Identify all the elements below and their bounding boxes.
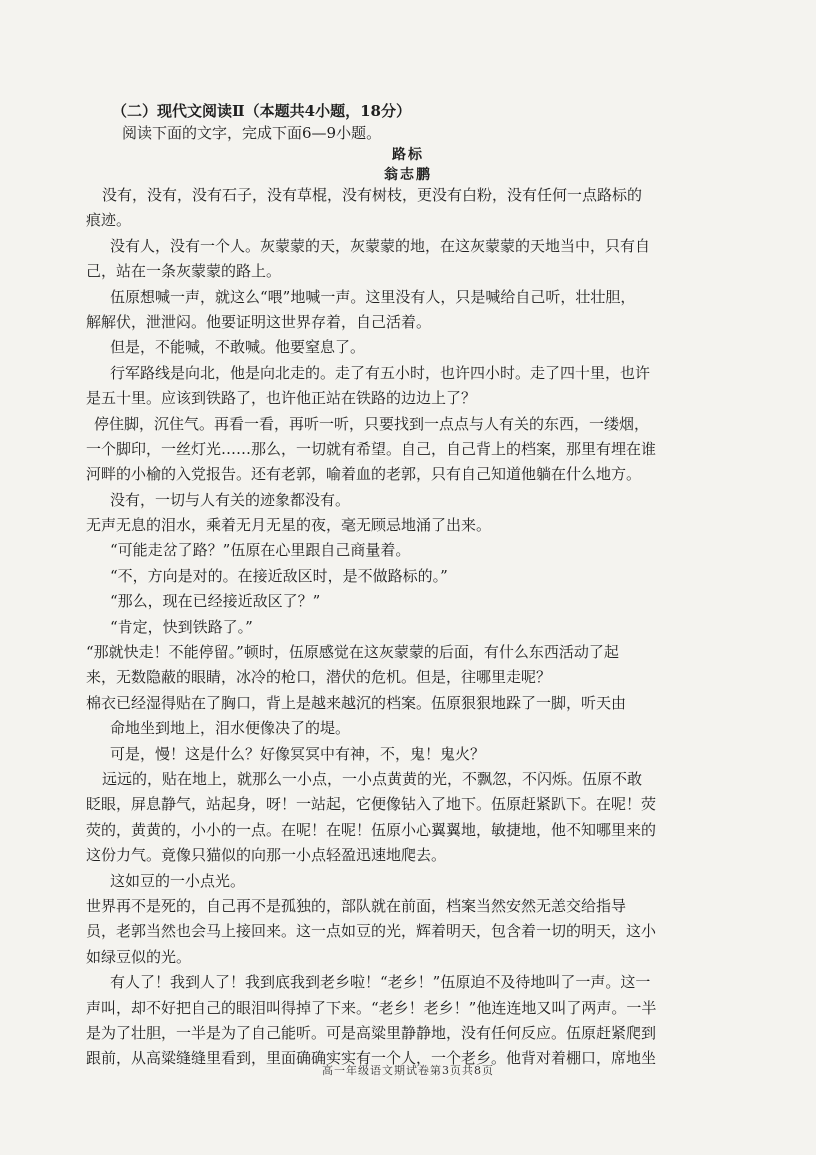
- passage-line: 河畔的小榆的入党报告。还有老郭，喻着血的老郭，只有自己知道他躺在什么地方。: [86, 465, 642, 484]
- passage-line: 行军路线是向北，他是向北走的。走了有五小时，也许四小时。走了四十里，也许: [110, 363, 651, 382]
- passage-line: 来，无数隐蔽的眼睛，冰冷的枪口，潜伏的危机。但是，往哪里走呢？: [86, 668, 552, 687]
- passage-line: 眨眼，屏息静气，站起身，呀！一站起，它便像钻入了地下。伍原赶紧趴下。在呢！荧: [86, 795, 657, 814]
- passage-line: 如绿豆似的光。: [86, 947, 192, 966]
- passage-line: 命地坐到地上，泪水便像决了的堤。: [110, 719, 351, 738]
- passage-line: 一个脚印，一丝灯光……那么，一切就有希望。自己，自己背上的档案，那里有埋在谁: [86, 439, 657, 458]
- passage-line: 远远的，贴在地上，就那么一小点，一小点黄黄的光，不飘忽，不闪烁。伍原不敢: [102, 769, 643, 788]
- passage-line: “可能走岔了路？”伍原在心里跟自己商量着。: [110, 541, 411, 560]
- section-header: （二）现代文阅读Ⅱ（本题共4小题，18分）: [112, 102, 411, 120]
- passage-line: 是为了壮胆，一半是为了自己能听。可是高粱里静静地，没有任何反应。伍原赶紧爬到: [86, 1023, 657, 1042]
- passage-line: 有人了！我到人了！我到底我到老乡啦！“老乡！”伍原迫不及待地叫了一声。这一: [110, 973, 651, 992]
- passage-line: 可是，慢！这是什么？好像冥冥中有神，不，鬼！鬼火？: [110, 744, 486, 763]
- passage-line: 这如豆的一小点光。: [110, 871, 246, 890]
- passage-line: 没有，没有，没有石子，没有草棍，没有树枝，更没有白粉，没有任何一点路标的: [102, 186, 643, 204]
- passage-line: 己，站在一条灰蒙蒙的路上。: [86, 262, 282, 281]
- passage-line: 没有人，没有一个人。灰蒙蒙的天，灰蒙蒙的地，在这灰蒙蒙的天地当中，只有自: [110, 236, 651, 255]
- reading-instruction: 阅读下面的文字，完成下面6—9小题。: [122, 124, 382, 142]
- passage-line: 世界再不是死的，自己再不是孤独的，部队就在前面，档案当然安然无恙交给指导: [86, 896, 627, 915]
- passage-line: 但是，不能喊，不敢喊。他要窒息了。: [110, 338, 366, 357]
- passage-line: “那么，现在已经接近敌区了？”: [110, 592, 321, 611]
- passage-line: 这份力气。竟像只猫似的向那一小点轻盈迅速地爬去。: [86, 846, 447, 865]
- page-footer: 高一年级语文期试卷第3页共8页: [322, 1064, 494, 1077]
- passage-body: [86, 183, 726, 1072]
- passage-line: 没有，一切与人有关的迹象都没有。: [110, 490, 351, 509]
- passage-line: “不，方向是对的。在接近敌区时，是不做路标的。”: [110, 566, 448, 585]
- passage-line: 荧的，黄黄的，小小的一点。在呢！在呢！伍原小心翼翼地，敏捷地，他不知哪里来的: [86, 820, 657, 839]
- passage-line: “那就快走！不能停留。”顿时，伍原感觉在这灰蒙蒙的后面，有什么东西活动了起: [86, 643, 619, 662]
- passage-line: 痕迹。: [86, 211, 132, 230]
- passage-line: 解解伏，泄泄闷。他要证明这世界存着，自己活着。: [86, 312, 432, 331]
- passage-line: 伍原想喊一声，就这么“喂”地喊一声。这里没有人，只是喊给自己听，壮壮胆，: [110, 287, 636, 306]
- passage-line: 停住脚，沉住气。再看一看，再听一听，只要找到一点点与人有关的东西，一缕烟，: [94, 414, 650, 433]
- passage-line: 声叫，却不好把自己的眼泪叫得掉了下来。“老乡！老乡！”他连连地又叫了两声。一半: [86, 998, 657, 1017]
- passage-author: 翁志鹏: [384, 167, 432, 183]
- passage-line: 是五十里。应该到铁路了，也许他正站在铁路的边边上了？: [86, 389, 477, 408]
- passage-line: 跟前，从高粱缝缝里看到，里面确确实实有一个人，一个老乡。他背对着棚口，席地坐: [86, 1049, 657, 1068]
- passage-line: “肯定，快到铁路了。”: [110, 617, 253, 636]
- passage-title: 路标: [392, 147, 424, 163]
- passage-line: 棉衣已经湿得贴在了胸口，背上是越来越沉的档案。伍原狠狠地跺了一脚，听天由: [86, 693, 627, 712]
- passage-line: 员，老郭当然也会马上接回来。这一点如豆的光，辉着明天，包含着一切的明天，这小: [86, 922, 657, 941]
- passage-line: 无声无息的泪水，乘着无月无星的夜，毫无顾忌地涌了出来。: [86, 516, 492, 535]
